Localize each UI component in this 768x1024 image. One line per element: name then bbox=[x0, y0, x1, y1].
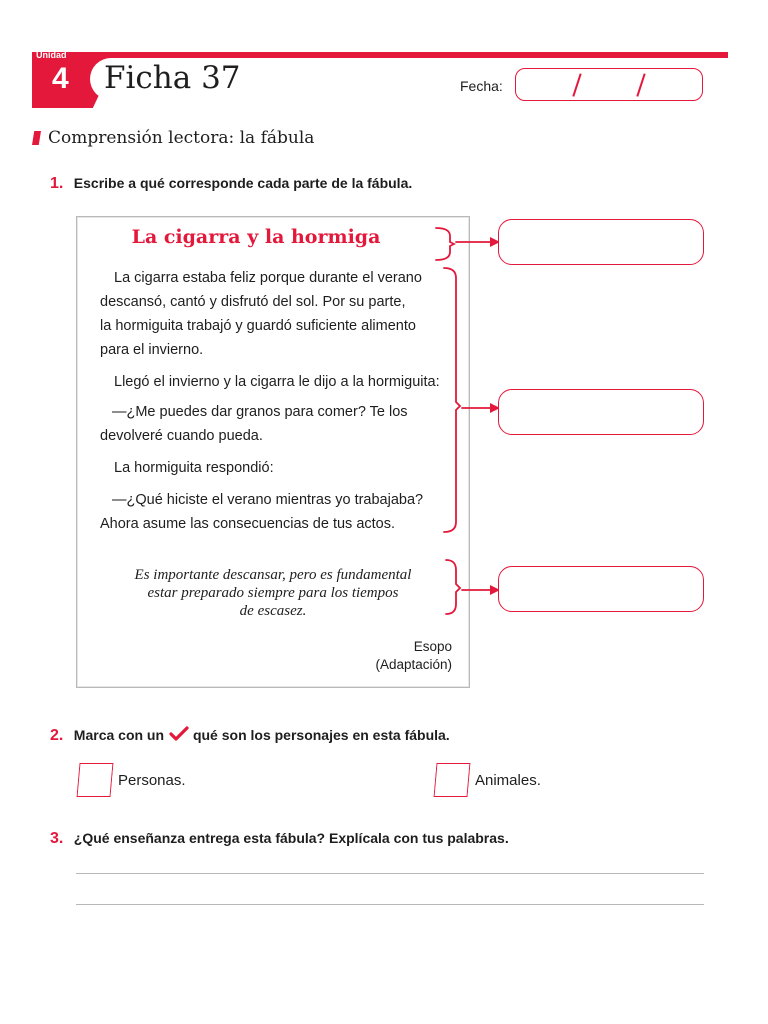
fable-paragraph bbox=[100, 488, 450, 536]
date-label: Fecha: bbox=[460, 78, 503, 94]
question-text: ¿Qué enseñanza entrega esta fábula? Explícala con tus palabras. bbox=[73, 830, 509, 846]
section-title: Comprensión lectora: la fábula bbox=[48, 128, 315, 148]
question-text: qué son los personajes en esta fábula. bbox=[192, 727, 450, 743]
fable-moral bbox=[98, 566, 448, 620]
fable-paragraph bbox=[100, 400, 450, 448]
bracket-title bbox=[436, 228, 454, 260]
bracket-moral bbox=[446, 560, 460, 614]
date-separator bbox=[572, 73, 581, 96]
author-name: Esopo bbox=[413, 639, 452, 654]
fable-line: para el invierno. bbox=[100, 342, 204, 358]
page-title: Ficha 37 bbox=[104, 60, 241, 96]
author-note: (Adaptación) bbox=[375, 657, 452, 672]
moral-line: Es importante descansar, pero es fundamental bbox=[134, 567, 412, 583]
moral-line: estar preparado siempre para los tiempos bbox=[147, 585, 399, 601]
fable-paragraph bbox=[100, 456, 450, 480]
option-label-animales: Animales. bbox=[475, 772, 541, 789]
answer-box-moral[interactable] bbox=[498, 566, 704, 612]
unit-word: Unidad bbox=[36, 50, 67, 60]
answer-line[interactable] bbox=[76, 904, 704, 905]
date-field[interactable] bbox=[515, 68, 703, 101]
answer-box-title[interactable] bbox=[498, 219, 704, 265]
checkbox-animales[interactable] bbox=[434, 763, 471, 797]
fable-line: la hormiguita trabajó y guardó suficiente alimento bbox=[100, 318, 416, 334]
fable-line: La hormiguita respondió: bbox=[114, 460, 274, 476]
question-1 bbox=[50, 175, 412, 193]
fable-author bbox=[300, 638, 452, 674]
question-number: 2. bbox=[50, 727, 64, 744]
question-number: 1. bbox=[50, 175, 64, 192]
unit-number: 4 bbox=[52, 62, 69, 95]
fable-line: —¿Qué hiciste el verano mientras yo trabajaba? bbox=[112, 492, 424, 508]
date-separator bbox=[636, 73, 645, 96]
fable-paragraph bbox=[100, 370, 450, 394]
checkmark-icon bbox=[169, 726, 189, 742]
question-2 bbox=[50, 726, 450, 745]
question-text: Marca con un bbox=[73, 727, 165, 743]
bracket-body bbox=[444, 268, 460, 532]
option-label-personas: Personas. bbox=[118, 772, 186, 789]
fable-line: devolveré cuando pueda. bbox=[100, 428, 263, 444]
question-3 bbox=[50, 830, 509, 848]
fable-line: La cigarra estaba feliz porque durante el verano bbox=[114, 270, 422, 286]
question-number: 3. bbox=[50, 830, 64, 847]
fable-title: La cigarra y la hormiga bbox=[131, 226, 381, 248]
answer-box-body[interactable] bbox=[498, 389, 704, 435]
fable-line: Ahora asume las consecuencias de tus actos. bbox=[100, 516, 395, 532]
fable-paragraph bbox=[100, 266, 450, 362]
checkbox-personas[interactable] bbox=[77, 763, 114, 797]
moral-line: de escasez. bbox=[239, 603, 307, 619]
answer-line[interactable] bbox=[76, 873, 704, 874]
section-marker bbox=[32, 131, 41, 145]
question-text: Escribe a qué corresponde cada parte de la fábula. bbox=[73, 175, 413, 191]
fable-line: descansó, cantó y disfrutó del sol. Por su parte, bbox=[100, 294, 406, 310]
fable-line: Llegó el invierno y la cigarra le dijo a la hormiguita: bbox=[114, 374, 440, 390]
fable-line: —¿Me puedes dar granos para comer? Te los bbox=[112, 404, 408, 420]
